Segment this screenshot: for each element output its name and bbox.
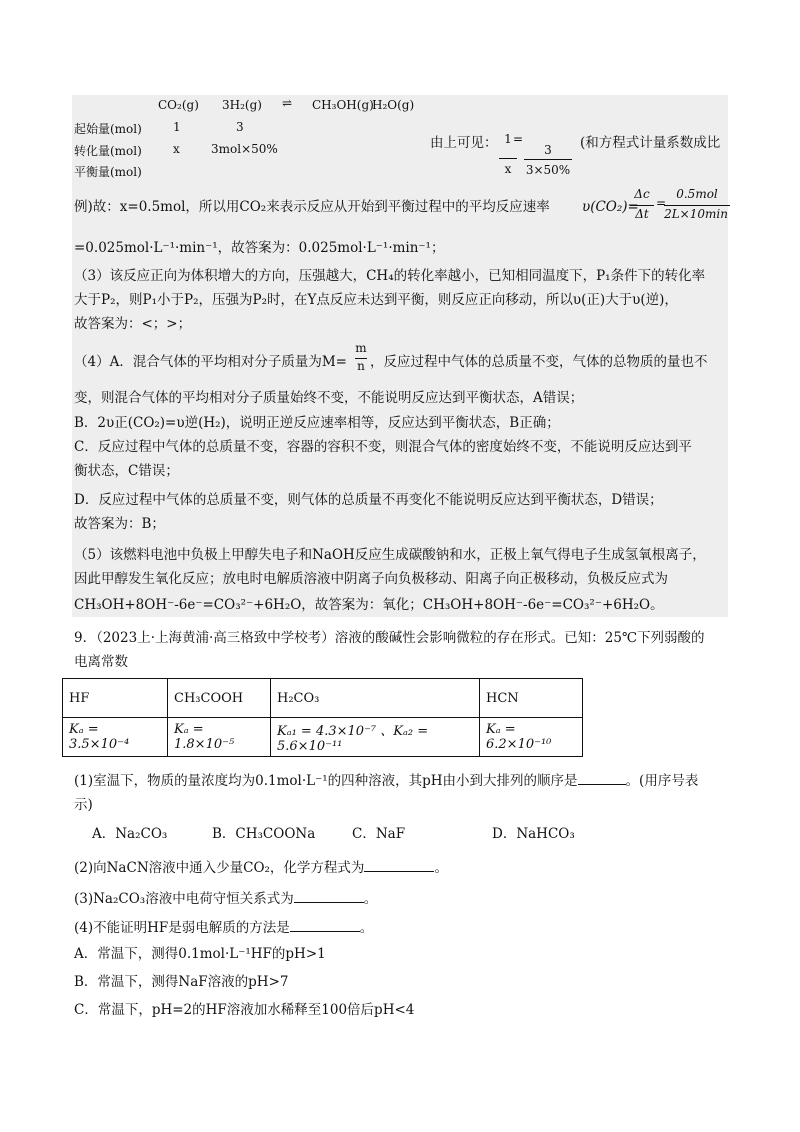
frac-left-num: 1 — [504, 132, 512, 146]
q9-2-post: 。 — [434, 860, 448, 876]
note-prefix: 由上可见： — [430, 135, 498, 151]
row-start-label: 起始量(mol) — [74, 122, 142, 136]
ka-header-carbonic: H₂CO₃ — [271, 679, 480, 718]
q9-1-pre: (1)室温下，物质的量浓度均为0.1mol·L⁻¹的四种溶液，其pH由小到大排列的顺序是 — [74, 773, 578, 789]
q9-1-answer-blank[interactable] — [578, 784, 626, 785]
reaction-h2: 3H₂(g) — [222, 98, 262, 112]
frac-right-num: 3 — [544, 143, 552, 157]
option-d: D．NaHCO₃ — [492, 826, 575, 842]
reaction-co2: CO₂(g) — [158, 98, 199, 112]
rate-eq: = — [656, 196, 667, 210]
q9-1-post: 。(用序号表 — [625, 773, 699, 789]
q9-4-answer-blank[interactable] — [290, 931, 360, 932]
rate-f2-bar — [664, 205, 730, 206]
q9-3-pre: (3)Na₂CO₃溶液中电荷守恒关系式为 — [74, 891, 294, 907]
q9-stem-cont: 电离常数 — [74, 654, 128, 670]
q9-4-post: 。 — [359, 920, 374, 936]
frac-equals: = — [513, 132, 524, 146]
q9-1-text — [74, 771, 698, 791]
ka-header-hf: HF — [63, 679, 168, 718]
rate-f1-num: Δc — [634, 187, 650, 201]
ka-value-acetic: Kₐ = 1.8×10⁻⁵ — [168, 718, 271, 757]
line-4a-pre: （4）A．混合气体的平均相对分子质量为M= — [74, 354, 347, 370]
line-5a: （5）该燃料电池中负极上甲醇失电子和NaOH反应生成碳酸钠和水，正极上氧气得电子生成氢氧根离子， — [74, 547, 706, 563]
q9-4-option-b: B．常温下，测得NaF溶液的pH>7 — [74, 974, 289, 990]
line-5-answer: CH₃OH+8OH⁻-6e⁻=CO₃²⁻+6H₂O，故答案为：氧化；CH₃OH+8OH⁻-6e⁻=CO₃²⁻+6H₂O。 — [74, 597, 664, 613]
rate-f2-den: 2L×10min — [664, 207, 728, 221]
start-co2: 1 — [173, 120, 181, 134]
frac-left-bar — [499, 158, 517, 159]
q9-stem: 9．（2023上·上海黄浦·高三格致中学校考）溶液的酸碱性会影响微粒的存在形式。已知：25℃下列弱酸的 — [74, 630, 705, 646]
frac-left-den: x — [504, 162, 512, 176]
row-eq-label: 平衡量(mol) — [74, 165, 142, 179]
table-row — [63, 718, 583, 757]
ka-table — [62, 678, 583, 757]
table-row — [63, 679, 583, 718]
m-over-n-den: n — [357, 359, 365, 373]
ka-header-hcn: HCN — [480, 679, 583, 718]
rate-f1-bar — [630, 205, 654, 206]
ka-value-hcn: Kₐ = 6.2×10⁻¹⁰ — [480, 718, 583, 757]
row-change-label: 转化量(mol) — [74, 144, 142, 158]
line-4d: D．反应过程中气体的总质量不变，则气体的总质量不再变化不能说明反应达到平衡状态，D错误； — [74, 492, 663, 508]
q9-3-answer-blank[interactable] — [294, 902, 364, 903]
line-3-answer: 故答案为：<；>； — [74, 316, 192, 332]
reaction-ch3oh: CH₃OH(g) — [312, 98, 374, 112]
line-4a-cont: 变，则混合气体的平均相对分子质量始终不变，不能说明反应达到平衡状态，A错误； — [74, 390, 584, 406]
line-3a: （3）该反应正向为体积增大的方向，压强越大，CH₄的转化率越小，已知相同温度下，P₁条件下的转化率 — [74, 268, 706, 284]
frac-right-bar — [524, 159, 572, 160]
change-co2: x — [173, 142, 180, 156]
reaction-arrow: ⇌ — [282, 96, 293, 110]
option-c: C．NaF — [352, 826, 406, 842]
line-4c-cont: 衡状态，C错误； — [74, 463, 179, 479]
line-4b: B．2υ正(CO₂)=υ逆(H₂)，说明正逆反应速率相等，反应达到平衡状态，B正确； — [74, 415, 560, 431]
q9-4-pre: (4)不能证明HF是弱电解质的方法是 — [74, 920, 290, 936]
m-over-n-num: m — [355, 341, 367, 355]
ka-value-hf: Kₐ = 3.5×10⁻⁴ — [63, 718, 168, 757]
rate-v: υ(CO₂)= — [582, 199, 639, 215]
frac-right-den: 3×50% — [525, 163, 571, 177]
option-a: A．Na₂CO₃ — [92, 826, 168, 842]
q9-3-post: 。 — [363, 891, 378, 907]
line-4-answer: 故答案为：B； — [74, 516, 165, 532]
rate-f2-num: 0.5mol — [676, 187, 718, 201]
option-b: B．CH₃COONa — [212, 826, 316, 842]
line-4a-post: ，反应过程中气体的总质量不变，气体的总物质的量也不 — [370, 354, 708, 370]
line-4c: C．反应过程中气体的总质量不变，容器的容积不变，则混合气体的密度始终不变，不能说明反应达到平 — [74, 439, 692, 455]
q9-2-text — [74, 858, 448, 878]
line-5b: 因此甲醇发生氧化反应；放电时电解质溶液中阴离子向负极移动、阳离子向正极移动，负极反应式为 — [74, 571, 668, 587]
note-suffix: (和方程式计量系数成比 — [580, 135, 721, 151]
ka-value-carbonic: Kₐ₁ = 4.3×10⁻⁷ 、Kₐ₂ = 5.6×10⁻¹¹ — [271, 718, 480, 757]
q9-4-option-c: C．常温下，pH=2的HF溶液加水稀释至100倍后pH<4 — [74, 1002, 415, 1018]
change-h2: 3mol×50% — [211, 142, 278, 156]
q9-1-text-cont: 示) — [74, 797, 93, 813]
q9-4-text — [74, 918, 373, 938]
ka-header-acetic: CH₃COOH — [168, 679, 271, 718]
line-3b: 大于P₂，则P₁小于P₂，压强为P₂时，在Y点反应未达到平衡，则反应正向移动，所以υ(正)大于υ(逆)， — [74, 292, 678, 308]
start-h2: 3 — [236, 120, 244, 134]
rate-f1-den: Δt — [635, 207, 649, 221]
q9-2-answer-blank[interactable] — [364, 871, 434, 872]
q9-3-text — [74, 889, 377, 909]
line-rate-text: 例)故：x=0.5mol，所以用CO₂来表示反应从开始到平衡过程中的平均反应速率 — [74, 199, 550, 215]
line-rate-answer: =0.025mol·L⁻¹·min⁻¹，故答案为：0.025mol·L⁻¹·min⁻¹； — [74, 240, 445, 256]
q9-4-option-a: A．常温下，测得0.1mol·L⁻¹HF的pH>1 — [74, 946, 326, 962]
reaction-h2o: H₂O(g) — [372, 98, 415, 112]
q9-2-pre: (2)向NaCN溶液中通入少量CO₂，化学方程式为 — [74, 860, 365, 876]
